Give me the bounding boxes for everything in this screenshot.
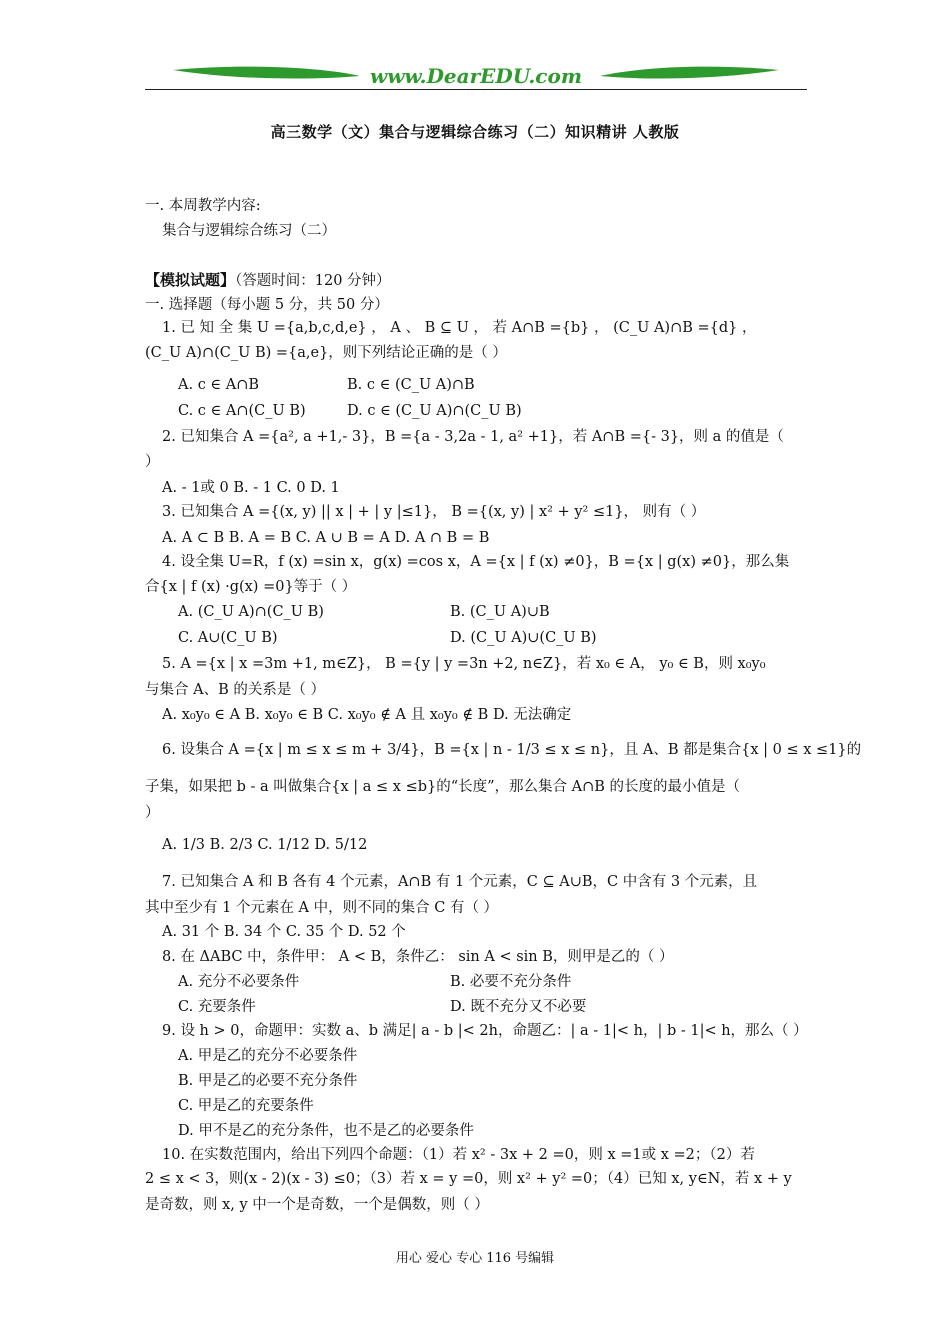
exam-heading: 【模拟试题】 [145, 271, 236, 289]
section-content: 集合与逻辑综合练习（二） [162, 223, 336, 239]
q1-option-d: D. c ∈ (C_U A)∩(C_U B) [347, 403, 522, 419]
question-3-options: A. A ⊂ B B. A = B C. A ∪ B = A D. A ∩ B = B [162, 530, 490, 546]
logo-text: www.DearEDU.com [369, 64, 583, 88]
exam-heading-row [145, 270, 391, 291]
question-5-line-1: 5. A ={x | x =3m +1, m∈Z}， B ={y | y =3n +2, n∈Z}，若 x₀ ∈ A， y₀ ∈ B，则 x₀y₀ [162, 656, 766, 672]
header-logo [145, 60, 807, 96]
page-footer: 用心 爱心 专心 116 号编辑 [395, 1251, 555, 1266]
question-5-options: A. x₀y₀ ∈ A B. x₀y₀ ∈ B C. x₀y₀ ∉ A 且 x₀y₀ ∉ B D. 无法确定 [162, 707, 572, 723]
question-6-options: A. 1/3 B. 2/3 C. 1/12 D. 5/12 [162, 837, 368, 853]
q1-option-a: A. c ∈ A∩B [178, 377, 260, 393]
q9-option-a: A. 甲是乙的充分不必要条件 [178, 1048, 358, 1064]
q1-option-c: C. c ∈ A∩(C_U B) [178, 403, 306, 419]
question-6-line-1: 6. 设集合 A ={x | m ≤ x ≤ m + 3/4}，B ={x | n - 1/3 ≤ x ≤ n}，且 A、B 都是集合{x | 0 ≤ x ≤1}的 [162, 742, 862, 758]
exam-time-note: （答题时间：120 分钟） [235, 273, 391, 289]
q4-option-a: A. (C_U A)∩(C_U B) [178, 604, 324, 620]
question-6-line-3: ） [145, 805, 160, 821]
question-2-options: A. - 1或 0 B. - 1 C. 0 D. 1 [162, 480, 340, 496]
q1-option-b: B. c ∈ (C_U A)∩B [347, 377, 475, 393]
question-10-line-2: 2 ≤ x < 3，则(x - 2)(x - 3) ≤0；（3）若 x = y =0，则 x² + y² =0；（4）已知 x, y∈N，若 x + y [145, 1171, 792, 1187]
q9-option-d: D. 甲不是乙的充分条件，也不是乙的必要条件 [178, 1123, 474, 1139]
question-7-line-1: 7. 已知集合 A 和 B 各有 4 个元素，A∩B 有 1 个元素，C ⊆ A∪B，C 中含有 3 个元素，且 [162, 874, 758, 890]
part-heading: 一. 选择题（每小题 5 分，共 50 分） [145, 297, 389, 313]
q8-option-a: A. 充分不必要条件 [178, 974, 300, 990]
question-8: 8. 在 ΔABC 中，条件甲： A < B，条件乙： sin A < sin B，则甲是乙的（ ） [162, 949, 674, 965]
question-3: 3. 已知集合 A ={(x, y) || x | + | y |≤1}， B ={(x, y) | x² + y² ≤1}， 则有（ ） [162, 504, 706, 520]
q8-option-c: C. 充要条件 [178, 999, 256, 1015]
q4-option-c: C. A∪(C_U B) [178, 630, 278, 646]
q8-option-d: D. 既不充分又不必要 [450, 999, 587, 1015]
question-9: 9. 设 h > 0，命题甲：实数 a、b 满足| a - b |< 2h，命题乙：| a - 1|< h，| b - 1|< h，那么（ ） [162, 1023, 808, 1039]
question-2-line-2: ） [145, 454, 160, 470]
header-rule [145, 89, 807, 90]
question-4-line-1: 4. 设全集 U=R，f (x) =sin x，g(x) =cos x，A ={x | f (x) ≠0}，B ={x | g(x) ≠0}，那么集 [162, 554, 790, 570]
question-7-options: A. 31 个 B. 34 个 C. 35 个 D. 52 个 [162, 924, 406, 940]
question-10-line-1: 10. 在实数范围内，给出下列四个命题：（1）若 x² - 3x + 2 =0，则 x =1或 x =2；（2）若 [162, 1147, 755, 1163]
question-4-line-2: 合{x | f (x) ·g(x) =0}等于（ ） [145, 579, 357, 595]
document-title: 高三数学（文）集合与逻辑综合练习（二）知识精讲 人教版 [270, 123, 680, 141]
question-1-line-1: 1. 已 知 全 集 U ={a,b,c,d,e} ， A 、 B ⊆ U ， 若 A∩B ={b} ， (C_U A)∩B ={d} ， [162, 320, 757, 336]
section-heading: 一. 本周教学内容: [145, 198, 261, 214]
question-5-line-2: 与集合 A、B 的关系是（ ） [145, 682, 325, 698]
q4-option-d: D. (C_U A)∪(C_U B) [450, 630, 597, 646]
question-2-line-1: 2. 已知集合 A ={a², a +1,- 3}，B ={a - 3,2a - 1, a² +1}，若 A∩B ={- 3}，则 a 的值是（ [162, 429, 784, 445]
q4-option-b: B. (C_U A)∪B [450, 604, 550, 620]
question-6-line-2: 子集，如果把 b - a 叫做集合{x | a ≤ x ≤b}的“长度”，那么集合 A∩B 的长度的最小值是（ [145, 779, 741, 795]
question-10-line-3: 是奇数，则 x, y 中一个是奇数，一个是偶数，则（ ） [145, 1197, 489, 1213]
question-7-line-2: 其中至少有 1 个元素在 A 中，则不同的集合 C 有（ ） [145, 900, 499, 916]
question-1-line-2: (C_U A)∩(C_U B) ={a,e}，则下列结论正确的是（ ） [145, 345, 507, 361]
q8-option-b: B. 必要不充分条件 [450, 974, 572, 990]
q9-option-b: B. 甲是乙的必要不充分条件 [178, 1073, 358, 1089]
q9-option-c: C. 甲是乙的充要条件 [178, 1098, 314, 1114]
